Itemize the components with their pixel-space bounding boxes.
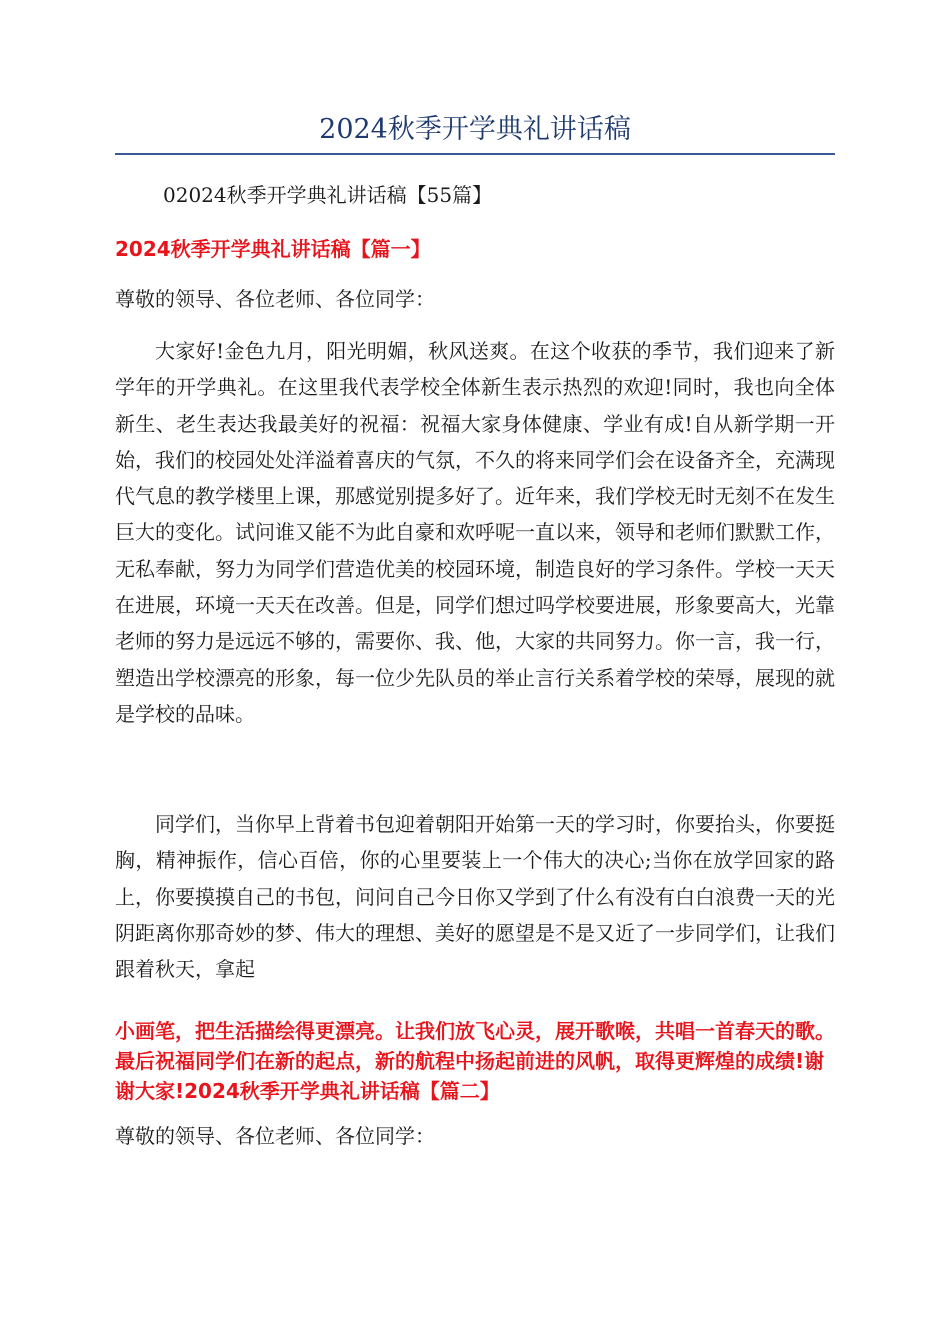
section-heading-1: 2024秋季开学典礼讲话稿【篇一】 bbox=[115, 237, 431, 261]
document-title: 2024秋季开学典礼讲话稿 bbox=[319, 114, 631, 145]
body-paragraph-1: 大家好!金色九月，阳光明媚，秋风送爽。在这个收获的季节，我们迎来了新学年的开学典礼。在这里我代表学校全体新生表示热烈的欢迎!同时，我也向全体新生、老生表达我最美好的祝福：祝福大家身体健康、学业有成!自从新学期一开始，我们的校园处处洋溢着喜庆的气氛，不久的将来同学们会在设备齐全，充满现代气息的教学楼里上课，那感觉别提多好了。近年来，我们学校无时无刻不在发生巨大的变化。试问谁又能不为此自豪和欢呼呢一直以来，领导和老师们默默工作，无私奉献，努力为同学们营造优美的校园环境，制造良好的学习条件。学校一天天在进展，环境一天天在改善。但是，同学们想过吗学校要进展，形象要高大，光靠老师的努力是远远不够的，需要你、我、他，大家的共同努力。你一言，我一行，塑造出学校漂亮的形象，每一位少先队员的举止言行关系着学校的荣辱，展现的就是学校的品味。 bbox=[115, 339, 835, 726]
document-subtitle: 02024秋季开学典礼讲话稿【55篇】 bbox=[163, 183, 493, 207]
section-heading-2: 小画笔，把生活描绘得更漂亮。让我们放飞心灵，展开歌喉，共唱一首春天的歌。最后祝福同学们在新的起点，新的航程中扬起前进的风帆，取得更辉煌的成绩!谢谢大家!2024秋季开学典礼讲话稿【篇二】 bbox=[115, 1019, 835, 1103]
salutation-1: 尊敬的领导、各位老师、各位同学： bbox=[115, 287, 435, 311]
salutation-2: 尊敬的领导、各位老师、各位同学： bbox=[115, 1124, 435, 1148]
title-underline bbox=[115, 153, 835, 155]
body-paragraph-2: 同学们，当你早上背着书包迎着朝阳开始第一天的学习时，你要抬头，你要挺胸，精神振作，信心百倍，你的心里要装上一个伟大的决心;当你在放学回家的路上，你要摸摸自己的书包，问问自己今日你又学到了什么有没有白白浪费一天的光阴距离你那奇妙的梦、伟大的理想、美好的愿望是不是又近了一步同学们，让我们跟着秋天，拿起 bbox=[115, 812, 835, 982]
